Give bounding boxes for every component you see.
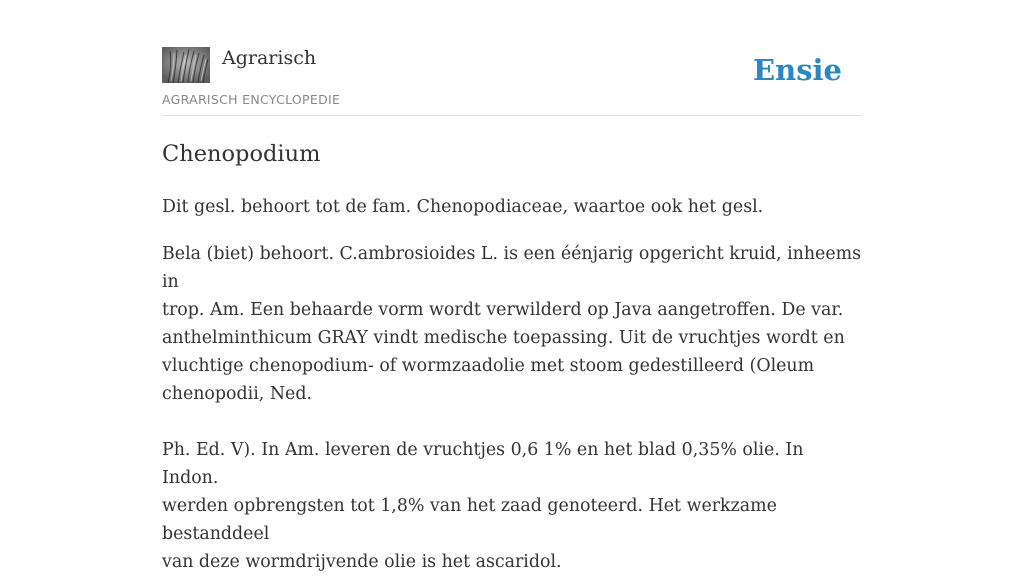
site-subtitle: AGRARISCH ENCYCLOPEDIE (162, 92, 341, 107)
article-paragraph-2: Bela (biet) behoort. C.ambrosioides L. is een éénjarig opgericht kruid, inheems in trop. Am. Een behaarde vorm wordt verwilderd op Java aangetroffen. De var. anthelminthicum GRAY vindt medische toepassing. Uit de vruchtjes wordt en vluchtige chenopodium- of wormzaadolie met stoom gedestilleerd (Oleum chenopodii, Ned. Ph. Ed. V). In Am. leveren de vruchtjes 0,6 1% en het blad 0,35% olie. In Indon. werden opbrengsten tot 1,8% van het zaad genoteerd. Het werkzame bestanddeel van deze wormdrijvende olie is het ascaridol. (162, 244, 862, 572)
article-paragraph-1: Dit gesl. behoort tot de fam. Chenopodiaceae, waartoe ook het gesl. (162, 197, 764, 217)
page-title: Chenopodium (162, 141, 321, 167)
wheat-field-icon[interactable] (162, 47, 210, 83)
site-header (162, 46, 862, 116)
site-name[interactable]: Agrarisch (222, 47, 317, 69)
article (162, 138, 862, 576)
brand-logo[interactable]: Ensie (753, 53, 842, 87)
